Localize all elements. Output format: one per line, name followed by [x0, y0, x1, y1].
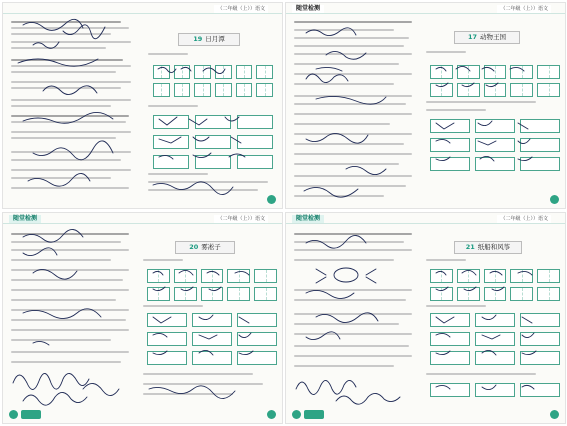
text-line: [11, 159, 121, 161]
text-line: [294, 185, 406, 187]
word-grid: [147, 313, 277, 365]
char-cell: [430, 269, 453, 283]
text-line: [11, 259, 111, 261]
word-box: [475, 313, 515, 327]
word-box: [430, 313, 470, 327]
char-cell: [174, 287, 197, 301]
word-grid: [430, 313, 560, 365]
section-tag: 随堂检测: [9, 215, 41, 223]
word-box: [153, 155, 189, 169]
text-line: [11, 289, 129, 291]
text-line: [11, 99, 131, 101]
char-cell: [254, 287, 277, 301]
word-box: [237, 332, 277, 346]
char-cell: [457, 83, 480, 97]
word-box: [237, 313, 277, 327]
text-line: [294, 289, 412, 291]
workbook-page-1: [3, 3, 282, 208]
text-line: [294, 355, 412, 357]
char-cell: [510, 287, 533, 301]
text-line: [11, 279, 123, 281]
word-box: [475, 157, 515, 171]
brand-logo: [304, 410, 324, 419]
question-line: [143, 383, 263, 385]
char-cell: [153, 65, 170, 79]
lesson-number: 17: [467, 33, 478, 41]
char-cell: [430, 83, 453, 97]
word-box: [430, 157, 470, 171]
text-line: [11, 59, 123, 61]
text-line: [11, 319, 126, 321]
page-header: [286, 215, 565, 224]
lesson-title-box: [178, 33, 240, 46]
lesson-number: 21: [465, 243, 475, 251]
text-line: [294, 133, 412, 135]
page-number-badge: [267, 195, 276, 204]
text-line: [11, 65, 131, 67]
grade-label: （二年级（上））语文: [497, 215, 551, 223]
text-line: [294, 143, 404, 145]
char-cell: [201, 287, 224, 301]
brand-logo: [21, 410, 41, 419]
page-header: [3, 215, 282, 224]
char-cell: [236, 65, 253, 79]
char-cell: [537, 269, 560, 283]
answer-box: [430, 383, 470, 397]
text-line: [294, 63, 399, 65]
text-line: [11, 47, 106, 49]
word-box: [153, 135, 189, 149]
word-box: [237, 135, 273, 149]
question-line: [148, 105, 198, 107]
char-cell: [430, 287, 453, 301]
char-cell: [201, 269, 224, 283]
page-number-badge: [9, 410, 18, 419]
word-box: [520, 138, 560, 152]
char-cell: [147, 269, 170, 283]
word-box: [475, 332, 515, 346]
char-cell: [484, 269, 507, 283]
text-line: [11, 299, 116, 301]
question-line: [426, 373, 536, 375]
text-line: [11, 339, 111, 341]
text-line: [294, 45, 404, 47]
text-line: [11, 187, 129, 189]
word-grid: [153, 115, 273, 169]
text-line: [11, 131, 131, 133]
char-cell: [430, 65, 453, 79]
word-box: [237, 351, 277, 365]
word-box: [195, 135, 231, 149]
text-line: [294, 299, 406, 301]
word-box: [475, 119, 515, 133]
char-cell: [484, 287, 507, 301]
char-cell: [153, 83, 170, 97]
question-line: [143, 373, 253, 375]
pinyin-character-grid: [430, 65, 560, 97]
grade-label: （二年级（上））语文: [214, 5, 268, 13]
question-line: [148, 181, 268, 183]
text-line: [294, 95, 412, 97]
page-number-badge: [550, 410, 559, 419]
word-box: [430, 138, 470, 152]
lesson-title: 日月潭: [205, 35, 225, 43]
text-line: [11, 115, 129, 117]
char-cell: [236, 83, 253, 97]
char-cell: [510, 269, 533, 283]
text-line: [11, 87, 121, 89]
char-cell: [510, 83, 533, 97]
text-line: [294, 345, 409, 347]
text-line: [11, 81, 131, 83]
page-header: [286, 5, 565, 14]
char-cell: [174, 65, 191, 79]
handwriting-marks: [286, 3, 565, 208]
text-line: [11, 33, 111, 35]
question-line: [426, 101, 536, 103]
text-line: [294, 365, 394, 367]
workbook-page-3: [3, 213, 282, 423]
lesson-title-box: [175, 241, 235, 254]
text-line: [294, 163, 399, 165]
text-line: [11, 41, 131, 43]
lesson-title-box: [454, 31, 520, 44]
text-line: [294, 21, 412, 23]
text-line: [294, 37, 409, 39]
text-line: [294, 53, 412, 55]
char-cell: [194, 83, 211, 97]
word-box: [475, 351, 515, 365]
word-box: [475, 138, 515, 152]
lesson-title: 雾凇子: [201, 243, 221, 251]
text-line: [11, 137, 116, 139]
lesson-number: 19: [193, 35, 203, 43]
text-line: [294, 333, 412, 335]
char-cell: [174, 269, 197, 283]
word-box: [430, 119, 470, 133]
answer-box-row: [430, 383, 560, 397]
text-line: [11, 269, 129, 271]
char-cell: [194, 65, 211, 79]
word-box: [520, 313, 560, 327]
question-line: [143, 259, 183, 261]
char-cell: [254, 269, 277, 283]
section-tag: 随堂检测: [292, 5, 324, 13]
char-cell: [510, 65, 533, 79]
char-cell: [457, 65, 480, 79]
page-number-badge: [292, 410, 301, 419]
word-box: [147, 332, 187, 346]
text-line: [294, 233, 412, 235]
word-box: [147, 313, 187, 327]
text-line: [294, 113, 412, 115]
text-line: [294, 123, 390, 125]
char-cell: [256, 65, 273, 79]
word-box: [192, 332, 232, 346]
text-line: [294, 195, 384, 197]
lesson-title: 动物王国: [480, 33, 507, 41]
text-line: [11, 71, 116, 73]
question-line: [426, 305, 486, 307]
word-box: [520, 332, 560, 346]
question-line: [426, 109, 486, 111]
word-box: [520, 157, 560, 171]
text-line: [11, 21, 121, 23]
pinyin-character-grid: [430, 269, 560, 301]
word-grid: [430, 119, 560, 171]
text-line: [294, 29, 394, 31]
pinyin-character-grid: [147, 269, 277, 301]
question-line: [426, 51, 466, 53]
text-line: [11, 151, 131, 153]
word-box: [430, 351, 470, 365]
text-line: [11, 27, 129, 29]
question-line: [148, 189, 258, 191]
pinyin-character-grid: [153, 65, 273, 97]
text-line: [11, 233, 129, 235]
char-cell: [537, 65, 560, 79]
char-cell: [537, 83, 560, 97]
text-line: [11, 241, 121, 243]
char-cell: [256, 83, 273, 97]
word-box: [192, 313, 232, 327]
word-box: [192, 351, 232, 365]
text-line: [11, 177, 111, 179]
section-tag: 随堂检测: [292, 215, 324, 223]
text-line: [294, 313, 412, 315]
page-number-badge: [550, 195, 559, 204]
word-box: [195, 155, 231, 169]
char-cell: [147, 287, 170, 301]
question-line: [143, 393, 233, 395]
text-line: [11, 105, 111, 107]
text-line: [11, 351, 129, 353]
word-box: [430, 332, 470, 346]
question-line: [148, 173, 208, 175]
question-line: [148, 53, 188, 55]
grade-label: （二年级（上））语文: [497, 5, 551, 13]
char-cell: [484, 83, 507, 97]
word-box: [147, 351, 187, 365]
word-box: [153, 115, 189, 129]
text-line: [294, 103, 406, 105]
grade-label: （二年级（上））语文: [214, 215, 268, 223]
text-line: [11, 249, 129, 251]
char-cell: [457, 269, 480, 283]
question-line: [143, 305, 203, 307]
text-line: [294, 175, 412, 177]
text-line: [11, 121, 126, 123]
char-cell: [227, 287, 250, 301]
char-cell: [174, 83, 191, 97]
question-line: [426, 259, 466, 261]
answer-box: [475, 383, 515, 397]
text-line: [11, 329, 129, 331]
text-line: [294, 323, 399, 325]
text-line: [294, 241, 404, 243]
text-line: [11, 361, 121, 363]
lesson-title: 纸船和风筝: [477, 243, 511, 251]
answer-box: [520, 383, 560, 397]
word-box: [195, 115, 231, 129]
char-cell: [227, 269, 250, 283]
text-line: [11, 309, 129, 311]
word-box: [237, 155, 273, 169]
char-cell: [457, 287, 480, 301]
char-cell: [484, 65, 507, 79]
text-line: [294, 73, 412, 75]
workbook-page-2: [286, 3, 565, 208]
text-line: [294, 259, 394, 261]
page-number-badge: [267, 410, 276, 419]
word-box: [520, 119, 560, 133]
lesson-number: 20: [189, 243, 199, 251]
text-line: [11, 169, 131, 171]
text-line: [294, 249, 412, 251]
char-cell: [215, 83, 232, 97]
text-line: [294, 153, 412, 155]
char-cell: [537, 287, 560, 301]
workbook-page-4: [286, 213, 565, 423]
page-header: [3, 5, 282, 14]
word-box: [520, 351, 560, 365]
word-box: [237, 115, 273, 129]
char-cell: [215, 65, 232, 79]
text-line: [294, 83, 394, 85]
lesson-title-box: [454, 241, 522, 254]
